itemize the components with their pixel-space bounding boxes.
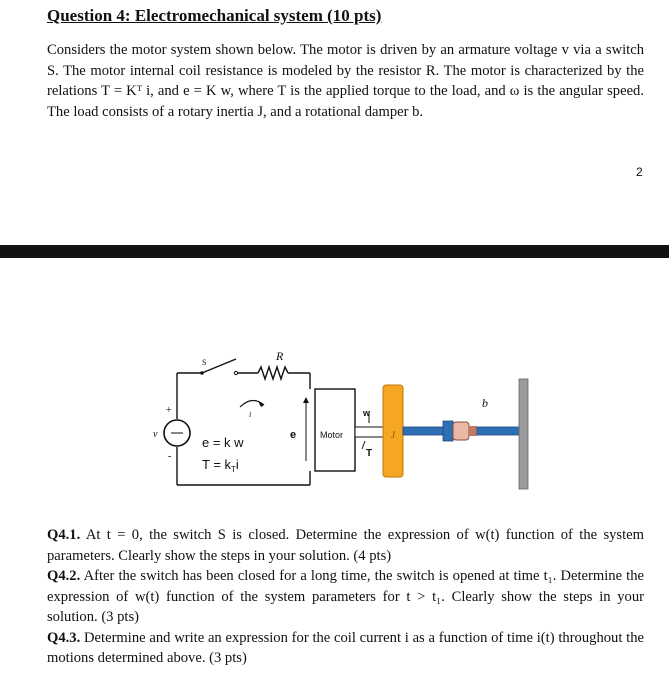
question-4-3 (47, 628, 644, 669)
equation-emf: e = k w (202, 435, 244, 450)
switch-blade (202, 359, 236, 373)
circuit-wires (177, 359, 310, 485)
label-switch: S (202, 358, 207, 367)
label-current: i (249, 410, 252, 419)
label-back-emf: e (290, 429, 297, 441)
question-title: Question 4: Electromechanical system (10 pts) (47, 6, 382, 25)
page-divider (0, 245, 669, 258)
label-minus: - (168, 451, 172, 462)
label-inertia: J (391, 430, 395, 440)
question-4-1 (47, 525, 644, 566)
motor-system-diagram (140, 345, 535, 505)
eq-torque-end: i (235, 457, 239, 472)
question-4-1-text: At t = 0, the switch S is closed. Determine the expression of w(t) function of the system parameters. Clearly show the steps in your solution. (4 pts) (47, 527, 644, 564)
question-header-section (0, 0, 669, 245)
fixed-wall (519, 379, 528, 489)
label-resistor: R (276, 349, 284, 363)
sub-questions (47, 525, 644, 669)
page-number: 2 (636, 165, 643, 179)
load-shaft (403, 427, 443, 435)
question-4-3-label: Q4.3. (47, 629, 81, 646)
eq-torque-sub: T (231, 465, 236, 474)
label-damper: b (482, 396, 488, 410)
question-4-1-label: Q4.1. (47, 527, 81, 543)
question-4-2 (47, 566, 644, 628)
question-4-3-text: Determine and write an expression for the coil current i as a function of time i(t) throughout the motions determined above. (3 pts) (47, 629, 644, 666)
resistor-zigzag (258, 367, 288, 379)
question-intro: Considers the motor system shown below. The motor is driven by an armature voltage v via a switch S. The motor internal coil resistance is modeled by the resistor R. The motor is characterized by the relations T = Kᵀ i, and e = K w, where T is the applied torque to the load, and ω is the angular speed. The load consists of a rotary inertia J, and a rotational damper b. (47, 42, 644, 120)
switch-contact-left (200, 371, 204, 375)
label-source: v (153, 429, 158, 440)
question-4-2-label: Q4.2. (47, 568, 81, 584)
label-plus: + (166, 405, 172, 416)
damper-cylinder (453, 422, 469, 440)
eq-torque-main: T = k (202, 457, 232, 472)
question-4-2-text: After the switch has been closed for a long time, the switch is opened at time t₁. Determine the expression of w(t) function of the system parameters for t > t₁. Clearly show the steps in your solution. (3 pts) (47, 568, 644, 625)
equation-torque (202, 457, 239, 474)
motor-label: Motor (320, 430, 344, 440)
label-omega: w (363, 408, 371, 418)
switch-contact-right (234, 371, 237, 374)
label-torque: T (366, 448, 373, 459)
